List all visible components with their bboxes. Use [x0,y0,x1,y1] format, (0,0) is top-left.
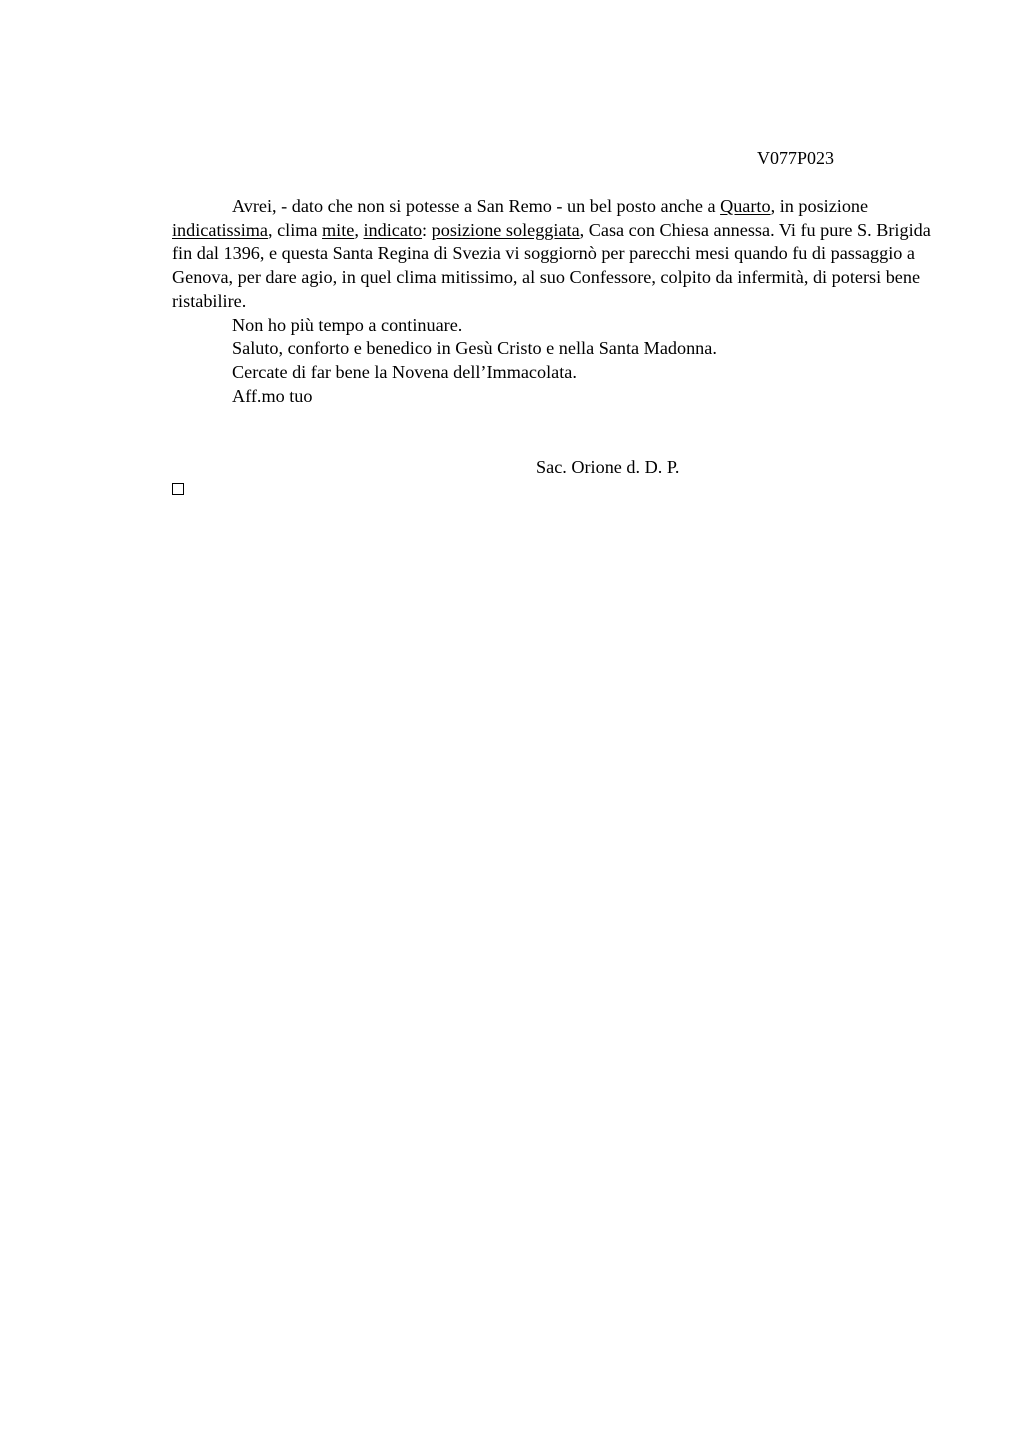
paragraph-text: Avrei, - dato che non si potesse a San Remo - un bel posto anche a [232,196,721,216]
underlined-word-quarto: Quarto [720,196,771,216]
paragraph-text: , in posizione [770,196,869,216]
closing-line: Aff.mo tuo [232,385,313,406]
paragraph-text: , Casa con Chiesa annessa. Vi fu pure S. Brigida fin dal 1396, e questa Santa Regina di Svezia vi soggiornò per parecchi mesi quando fu di passaggio a Genova, per dare agio, in quel clima mitissimo, al suo Confessore, colpito da infermità, di potersi bene ristabilire. [172,219,931,311]
paragraph-text: : [422,219,432,240]
document-id: V077P023 [757,148,835,168]
underlined-word-indicatissima: indicatissima [172,219,268,240]
closing-line: Non ho più tempo a continuare. [232,314,463,335]
signature: Sac. Orione d. D. P. [536,457,680,477]
main-paragraph [172,195,932,314]
paragraph-text: , clima [267,219,323,240]
paragraph-text: , [354,219,364,240]
closing-line: Cercate di far bene la Novena dell’Immacolata. [232,361,577,382]
underlined-phrase-posizione-soleggiata: posizione soleggiata [431,219,580,240]
underlined-word-mite: mite [322,219,355,240]
empty-box-icon [172,483,184,495]
underlined-word-indicato: indicato [363,219,423,240]
closing-line: Saluto, conforto e benedico in Gesù Cristo e nella Santa Madonna. [232,338,717,359]
letter-body [172,195,932,408]
